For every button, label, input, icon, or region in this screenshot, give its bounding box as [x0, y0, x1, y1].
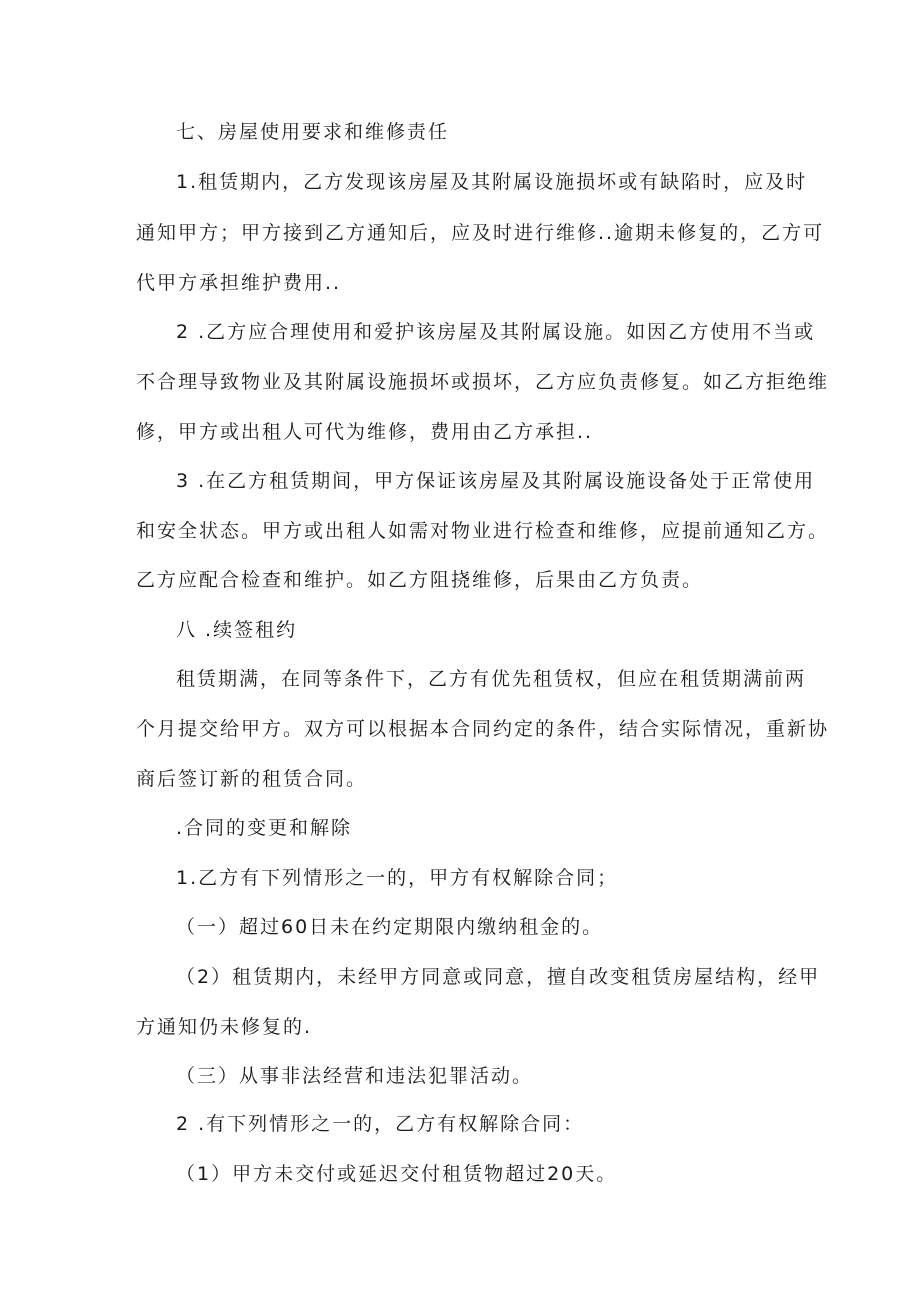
paragraph-line: 2 .有下列情形之一的，乙方有权解除合同： — [176, 1113, 585, 1135]
paragraph-line: 不合理导致物业及其附属设施损坏或损坏，乙方应负责修复。如乙方拒绝维 — [136, 371, 830, 393]
paragraph-line: （1）甲方未交付或延迟交付租赁物超过20天。 — [176, 1163, 618, 1185]
paragraph-line: （三）从事非法经营和违法犯罪活动。 — [176, 1065, 534, 1087]
paragraph-line: 3 .在乙方租赁期间，甲方保证该房屋及其附属设施设备处于正常使用 — [176, 470, 816, 492]
paragraph-line: 和安全状态。甲方或出租人如需对物业进行检查和维修，应提前通知乙方。 — [136, 520, 830, 542]
paragraph-line: 2 .乙方应合理使用和爱护该房屋及其附属设施。如因乙方使用不当或 — [176, 321, 816, 343]
section-heading-8: 八 .续签租约 — [176, 619, 298, 641]
paragraph-line: 1.乙方有下列情形之一的，甲方有权解除合同； — [176, 867, 619, 889]
section-heading-9: .合同的变更和解除 — [176, 817, 353, 839]
paragraph-line: 租赁期满，在同等条件下，乙方有优先租赁权，但应在租赁期满前两 — [176, 668, 807, 690]
paragraph-line: 修，甲方或出租人可代为维修，费用由乙方承担.. — [136, 421, 594, 443]
paragraph-line: 个月提交给甲方。双方可以根据本合同约定的条件，结合实际情况，重新协 — [136, 718, 830, 740]
paragraph-line: 通知甲方；甲方接到乙方通知后，应及时进行维修..逾期未修复的，乙方可 — [136, 222, 825, 244]
paragraph-line: 方通知仍未修复的. — [136, 1016, 313, 1038]
section-heading-7: 七、房屋使用要求和维修责任 — [176, 121, 450, 143]
paragraph-line: （2）租赁期内，未经甲方同意或同意，擅自改变租赁房屋结构，经甲 — [176, 966, 821, 988]
paragraph-line: 代甲方承担维护费用.. — [136, 272, 342, 294]
paragraph-line: 1.租赁期内，乙方发现该房屋及其附属设施损坏或有缺陷时，应及时 — [176, 171, 808, 193]
paragraph-line: 商后签订新的租赁合同。 — [136, 768, 368, 790]
paragraph-line: （一）超过60日未在约定期限内缴纳租金的。 — [176, 916, 604, 938]
paragraph-line: 乙方应配合检查和维护。如乙方阻挠维修，后果由乙方负责。 — [136, 569, 704, 591]
